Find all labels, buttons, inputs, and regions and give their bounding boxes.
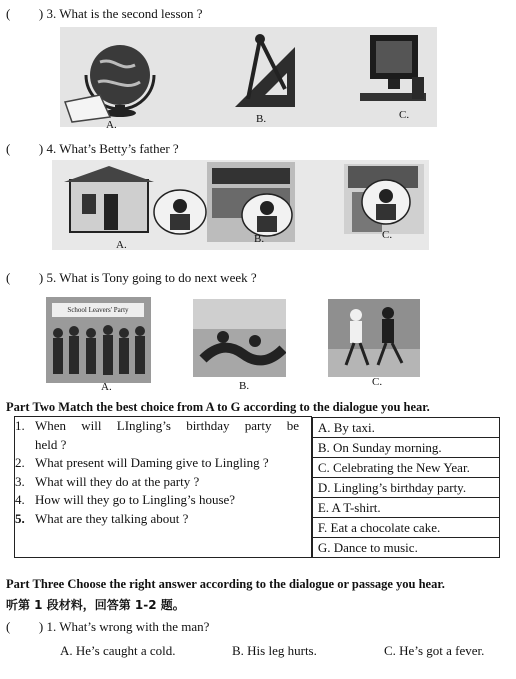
shop-building-icon (64, 166, 206, 234)
football-photo (328, 299, 420, 377)
option-c[interactable]: C. He’s got a fever. (384, 643, 485, 658)
picnic-people (193, 299, 286, 377)
bus-driver-icon (344, 164, 424, 234)
choice-f: F. Eat a chocolate cake. (312, 518, 500, 538)
choice-g: G. Dance to music. (312, 538, 500, 558)
option-c-label: C. (382, 229, 393, 241)
question-text: 1. What’s wrong with the man? (46, 619, 210, 634)
option-a[interactable]: A. He’s caught a cold. (60, 643, 176, 658)
option-c-label: C. (399, 109, 410, 121)
football-players (328, 299, 420, 377)
question-4 (6, 141, 179, 157)
answer-bracket-close: ) (38, 619, 44, 634)
computer-icon (360, 35, 426, 101)
choices-column (311, 417, 500, 558)
question-text: 4. What’s Betty’s father ? (46, 141, 179, 156)
option-b-label: B. (254, 233, 265, 245)
q4-picture-strip (52, 160, 429, 250)
party-photo (46, 297, 151, 383)
option-a-label: A. (116, 239, 127, 251)
q3-picture-strip (60, 27, 437, 127)
part-three-heading: Part Three Choose the right answer according to the dialogue or passage you hear. (6, 577, 445, 591)
party-people (46, 297, 151, 383)
train-station-icon (207, 162, 295, 242)
q3-images (60, 27, 437, 127)
list-item: 1. When will LIngling’s birthday party be (15, 418, 299, 433)
question-text: 3. What is the second lesson ? (46, 6, 203, 21)
part-three-instruction: 听第 1 段材料，回答第 1-2 题。 (6, 598, 185, 612)
question-5 (6, 270, 257, 286)
choice-c: C. Celebrating the New Year. (312, 458, 500, 478)
part-two-heading: Part Two Match the best choice from A to G according to the dialogue you hear. (6, 400, 430, 414)
answer-bracket-open[interactable]: ( (6, 270, 11, 285)
answer-bracket-open[interactable]: ( (6, 619, 11, 634)
answer-bracket-open[interactable]: ( (6, 141, 11, 156)
party-sign: School Leavers' Party (52, 303, 144, 317)
question-3 (6, 6, 203, 22)
question-text: 5. What is Tony going to do next week ? (46, 270, 257, 285)
list-item: 5. What are they talking about ? (15, 510, 189, 526)
compass-ruler-icon (235, 34, 295, 107)
choice-e: E. A T-shirt. (312, 498, 500, 518)
answer-bracket-close: ) (38, 141, 44, 156)
option-b[interactable]: B. His leg hurts. (232, 643, 317, 658)
option-a-label: A. (101, 381, 112, 393)
list-item: 4. How will they go to Lingling’s house? (15, 492, 236, 507)
answer-bracket-close: ) (38, 6, 44, 21)
option-a-label: A. (106, 119, 117, 131)
picnic-photo (193, 299, 286, 377)
globe-icon (65, 45, 154, 122)
q4-images (52, 160, 429, 250)
list-item: 3. What will they do at the party ? (15, 473, 200, 489)
option-b-label: B. (239, 380, 250, 392)
choice-b: B. On Sunday morning. (312, 438, 500, 458)
option-b-label: B. (256, 113, 267, 125)
list-item: 2. What present will Daming give to Lingling ? (15, 455, 269, 470)
option-c-label: C. (372, 376, 383, 388)
list-item: held ? (35, 436, 67, 452)
choice-a: A. By taxi. (312, 417, 500, 438)
question-1 (6, 619, 209, 635)
choice-d: D. Lingling’s birthday party. (312, 478, 500, 498)
questions-column (15, 417, 312, 558)
answer-bracket-open[interactable]: ( (6, 6, 11, 21)
matching-table (14, 416, 500, 558)
answer-bracket-close: ) (38, 270, 44, 285)
